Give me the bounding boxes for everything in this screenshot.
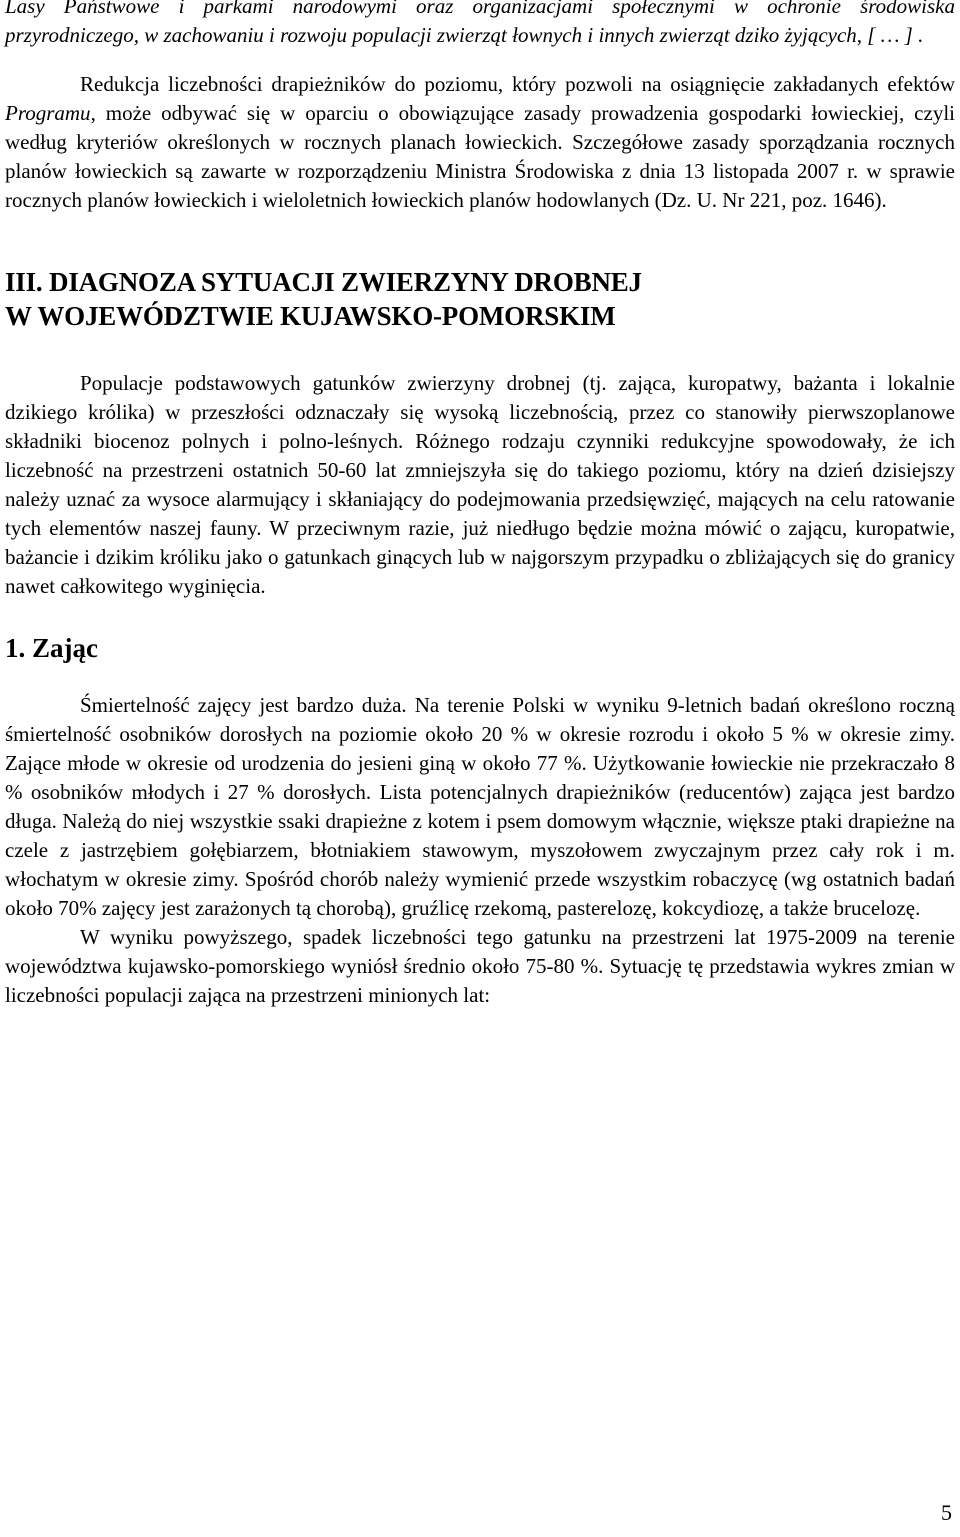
paragraph-redukcja: [5, 70, 955, 215]
paragraph-populacje: Populacje podstawowych gatunków zwierzyny drobnej (tj. zająca, kuropatwy, bażanta i lokalnie dzikiego królika) w przeszłości odznaczały się wysoką liczebnością, przez co stanowiły pierwszoplanowe składniki biocenoz polnych i polno-leśnych. Różnego rodzaju czynniki redukcyjne spowodowały, że ich liczebność na przestrzeni ostatnich 50-60 lat zmniejszyła się do takiego poziomu, który na dzień dzisiejszy należy uznać za wysoce alarmujący i skłaniający do podejmowania przedsięwzięć, mających na celu ratowanie tych elementów naszej fauny. W przeciwnym razie, już niedługo będzie można mówić o zającu, kuropatwie, bażancie i dzikim króliku jako o gatunkach ginących lub w najgorszym przypadku o zbliżających się do granicy nawet całkowitego wyginięcia.: [5, 371, 955, 598]
paragraph-redukcja-part1: Redukcja liczebności drapieżników do poziomu, który pozwoli na osiągnięcie zakładanych efektów: [80, 72, 955, 96]
document-page: [5, 0, 955, 1010]
subheading-zajac: 1. Zając: [5, 633, 98, 663]
section-heading-line1: III. DIAGNOZA SYTUACJI ZWIERZYNY DROBNEJ: [5, 267, 642, 297]
section-heading-line2: W WOJEWÓDZTWIE KUJAWSKO-POMORSKIM: [5, 301, 616, 331]
paragraph-spadek: W wyniku powyższego, spadek liczebności tego gatunku na przestrzeni lat 1975-2009 na terenie województwa kujawsko-pomorskiego wyniósł średnio około 75-80 %. Sytuację tę przedstawia wykres zmian w liczebności populacji zająca na przestrzeni minionych lat:: [5, 925, 955, 1007]
paragraph-redukcja-part2: , może odbywać się w oparciu o obowiązujące zasady prowadzenia gospodarki łowieckiej, czyli według kryteriów określonych w rocznych planach łowieckich. Szczegółowe zasady sporządzania rocznych planów łowieckich są zawarte w rozporządzeniu Ministra Środowiska z dnia 13 listopada 2007 r. w sprawie rocznych planów łowieckich i wieloletnich łowieckich planów hodowlanych (Dz. U. Nr 221, poz. 1646).: [5, 101, 955, 212]
section-heading: [5, 265, 955, 333]
paragraph-smiertelnosc: Śmiertelność zajęcy jest bardzo duża. Na terenie Polski w wyniku 9-letnich badań określono roczną śmiertelność osobników dorosłych na poziomie około 20 % w okresie rozrodu i około 5 % w okresie zimy. Zające młode w okresie od urodzenia do jesieni giną w około 77 %. Użytkowanie łowieckie nie przekraczało 8 % osobników młodych i 27 % dorosłych. Lista potencjalnych drapieżników (reducentów) zająca jest bardzo długa. Należą do niej wszystkie ssaki drapieżne z kotem i psem domowym włącznie, większe ptaki drapieżne na czele z jastrzębiem gołębiarzem, błotniakiem stawowym, myszołowem zwyczajnym przez cały rok i m. włochatym w okresie zimy. Spośród chorób należy wymienić przede wszystkim robaczycę (wg ostatnich badań około 70% zajęcy jest zarażonych tą chorobą), gruźlicę rzekomą, pasterelozę, kokcydiozę, a także brucelozę.: [5, 693, 955, 920]
program-term: Programu: [5, 101, 91, 125]
page-number: 5: [941, 1500, 952, 1525]
paragraph-intro: Lasy Państwowe i parkami narodowymi oraz organizacjami społecznymi w ochronie środowiska przyrodniczego, w zachowaniu i rozwoju populacji zwierząt łownych i innych zwierząt dziko żyjących, [ … ] .: [5, 0, 955, 47]
